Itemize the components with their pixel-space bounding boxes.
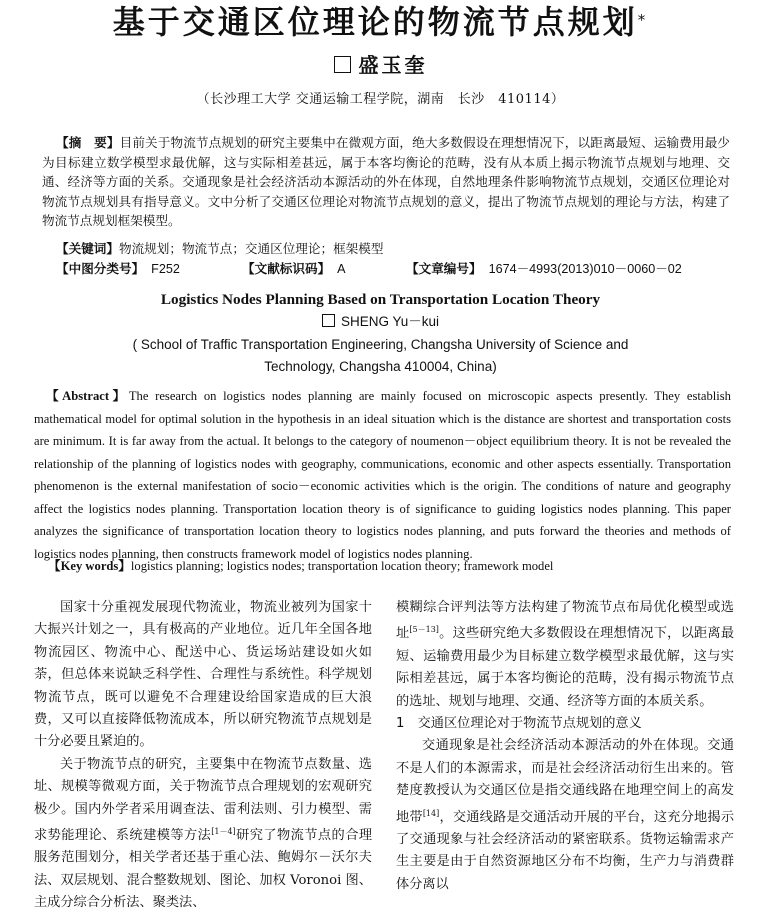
affiliation-en: ( School of Traffic Transportation Engineering, Changsha University of Science and Technology, Changsha 410004, China) — [132, 337, 629, 374]
author-box-icon — [334, 56, 351, 73]
keywords-en-text: logistics planning; logistics nodes; transportation location theory; framework model — [130, 559, 554, 573]
keywords-en-label: 【Key words】 — [48, 559, 131, 573]
body-column-left — [34, 597, 372, 915]
author-en: SHENG Yu－kui — [0, 313, 761, 331]
doc-code-field: 【文献标识码】 A — [242, 261, 346, 276]
abstract-en-text: The research on logistics nodes planning are mainly focused on microscopic aspects presently. They establish mathematical model for optimal solution in the hypothesis in an ideal situation which is the distance are shortest and transportation costs are minimum. It is far away from the actual. It belongs to the category of noumenon－object equilibrium theory. It is not be revealed the relationship of the planning of logistics nodes with geography, communications, economic and other aspects essentially. Transportation phenomenon is the external manifestation of socio－economic activities which is the origin. The conditions of nature and geography affect the logistics nodes planning. Transportation location theory is of significance to guiding logistics nodes planning. This paper analyzes the significance of transportation location theory to logistics nodes planning, and puts forward the theories and methods of logistics nodes planning, then constructs framework model of logistics nodes planning. — [34, 389, 731, 561]
body-paragraph: 关于物流节点的研究，主要集中在物流节点数量、选址、规模等微观方面，关于物流节点合理规划的宏观研究极少。国内外学者采用调查法、雷利法则、引力模型、需求势能理论、系统建模等方法[1－4]研究了物流节点的合理服务范围划分，相关学者还基于重心法、鲍姆尔－沃尔夫法、双层规划、混合整数规划、图论、加权 Voronoi 图、主成分综合分析法、聚类法、 — [34, 756, 373, 911]
keywords-en — [48, 556, 553, 576]
abstract-en — [34, 385, 731, 565]
section-heading: 1 交通区位理论对于物流节点规划的意义 — [396, 716, 642, 732]
paper-title-cn: 基于交通区位理论的物流节点规划* — [112, 3, 649, 41]
article-no-field: 【文章编号】 1674－4993(2013)010－0060－02 — [406, 261, 682, 276]
affiliation-cn: （长沙理工大学 交通运输工程学院，湖南 长沙 410114） — [196, 92, 565, 107]
clc-field: 【中图分类号】 F252 — [56, 261, 180, 276]
author-cn: 盛玉奎 — [0, 52, 761, 78]
author-box-icon — [322, 314, 335, 327]
abstract-cn — [42, 133, 730, 231]
keywords-cn-text: 物流规划；物流节点；交通区位理论；框架模型 — [118, 241, 384, 256]
keywords-cn — [56, 239, 383, 258]
body-paragraph: 交通现象是社会经济活动本源活动的外在体现。交通不是人们的本源需求，而是社会经济活动衍生出来的。管楚度教授认为交通区位是指交通线路在地理空间上的高发地带[14]，交通线路是交通活动开展的平台，这充分地揭示了交通现象与社会经济活动的紧密联系。货物运输需求产生主要是由于自然资源地区分布不均衡，生产力与消费群体分离以 — [396, 738, 735, 892]
keywords-cn-label: 【关键词】 — [56, 241, 119, 256]
citation: [5－13] — [409, 625, 439, 635]
abstract-cn-label: 【摘 要】 — [56, 135, 120, 150]
paper-title-en: Logistics Nodes Planning Based on Transportation Location Theory — [160, 291, 601, 308]
body-paragraph: 模糊综合评判法等方法构建了物流节点布局优化模型或选址[5－13]。这些研究绝大多数假设在理想情况下，以距离最短、运输费用最少为目标建立数学模型求最优解，这与实际相差甚远，属于本客均衡论的范畴，没有揭示物流节点的选址、规划与地理、交通、经济等方面的本质关系。 — [396, 600, 735, 709]
abstract-cn-text: 目前关于物流节点规划的研究主要集中在微观方面，绝大多数假设在理想情况下，以距离最短、运输费用最少为目标建立数学模型求最优解，这与实际相差甚远，属于本客均衡论的范畴，没有从本质上揭示物流节点规划与地理、交通、经济等方面的关系。交通现象是社会经济活动本源活动的外在体现，自然地理条件影响物流节点规划，交通区位理论对物流节点规划具有指导意义。文中分析了交通区位理论对物流节点规划的意义，提出了物流节点规划的理论与方法，构建了物流节点规划框架模型。 — [42, 135, 731, 229]
citation: [1－4] — [211, 827, 236, 837]
body-column-right — [396, 597, 734, 896]
title-footnote-mark: * — [637, 11, 649, 29]
abstract-en-label: 【Abstract】 — [46, 389, 129, 403]
citation: [14] — [422, 808, 440, 818]
body-paragraph: 国家十分重视发展现代物流业，物流业被列为国家十大振兴计划之一，具有极高的产业地位。近几年全国各地物流园区、物流中心、配送中心、货运场站建设如火如荼，但总体来说缺乏科学性、合理性与系统性。科学规划物流节点，既可以避免不合理建设给国家造成的巨大浪费，又可以直接降低物流成本，所以研究物流节点规划是十分必要且紧迫的。 — [34, 600, 372, 750]
